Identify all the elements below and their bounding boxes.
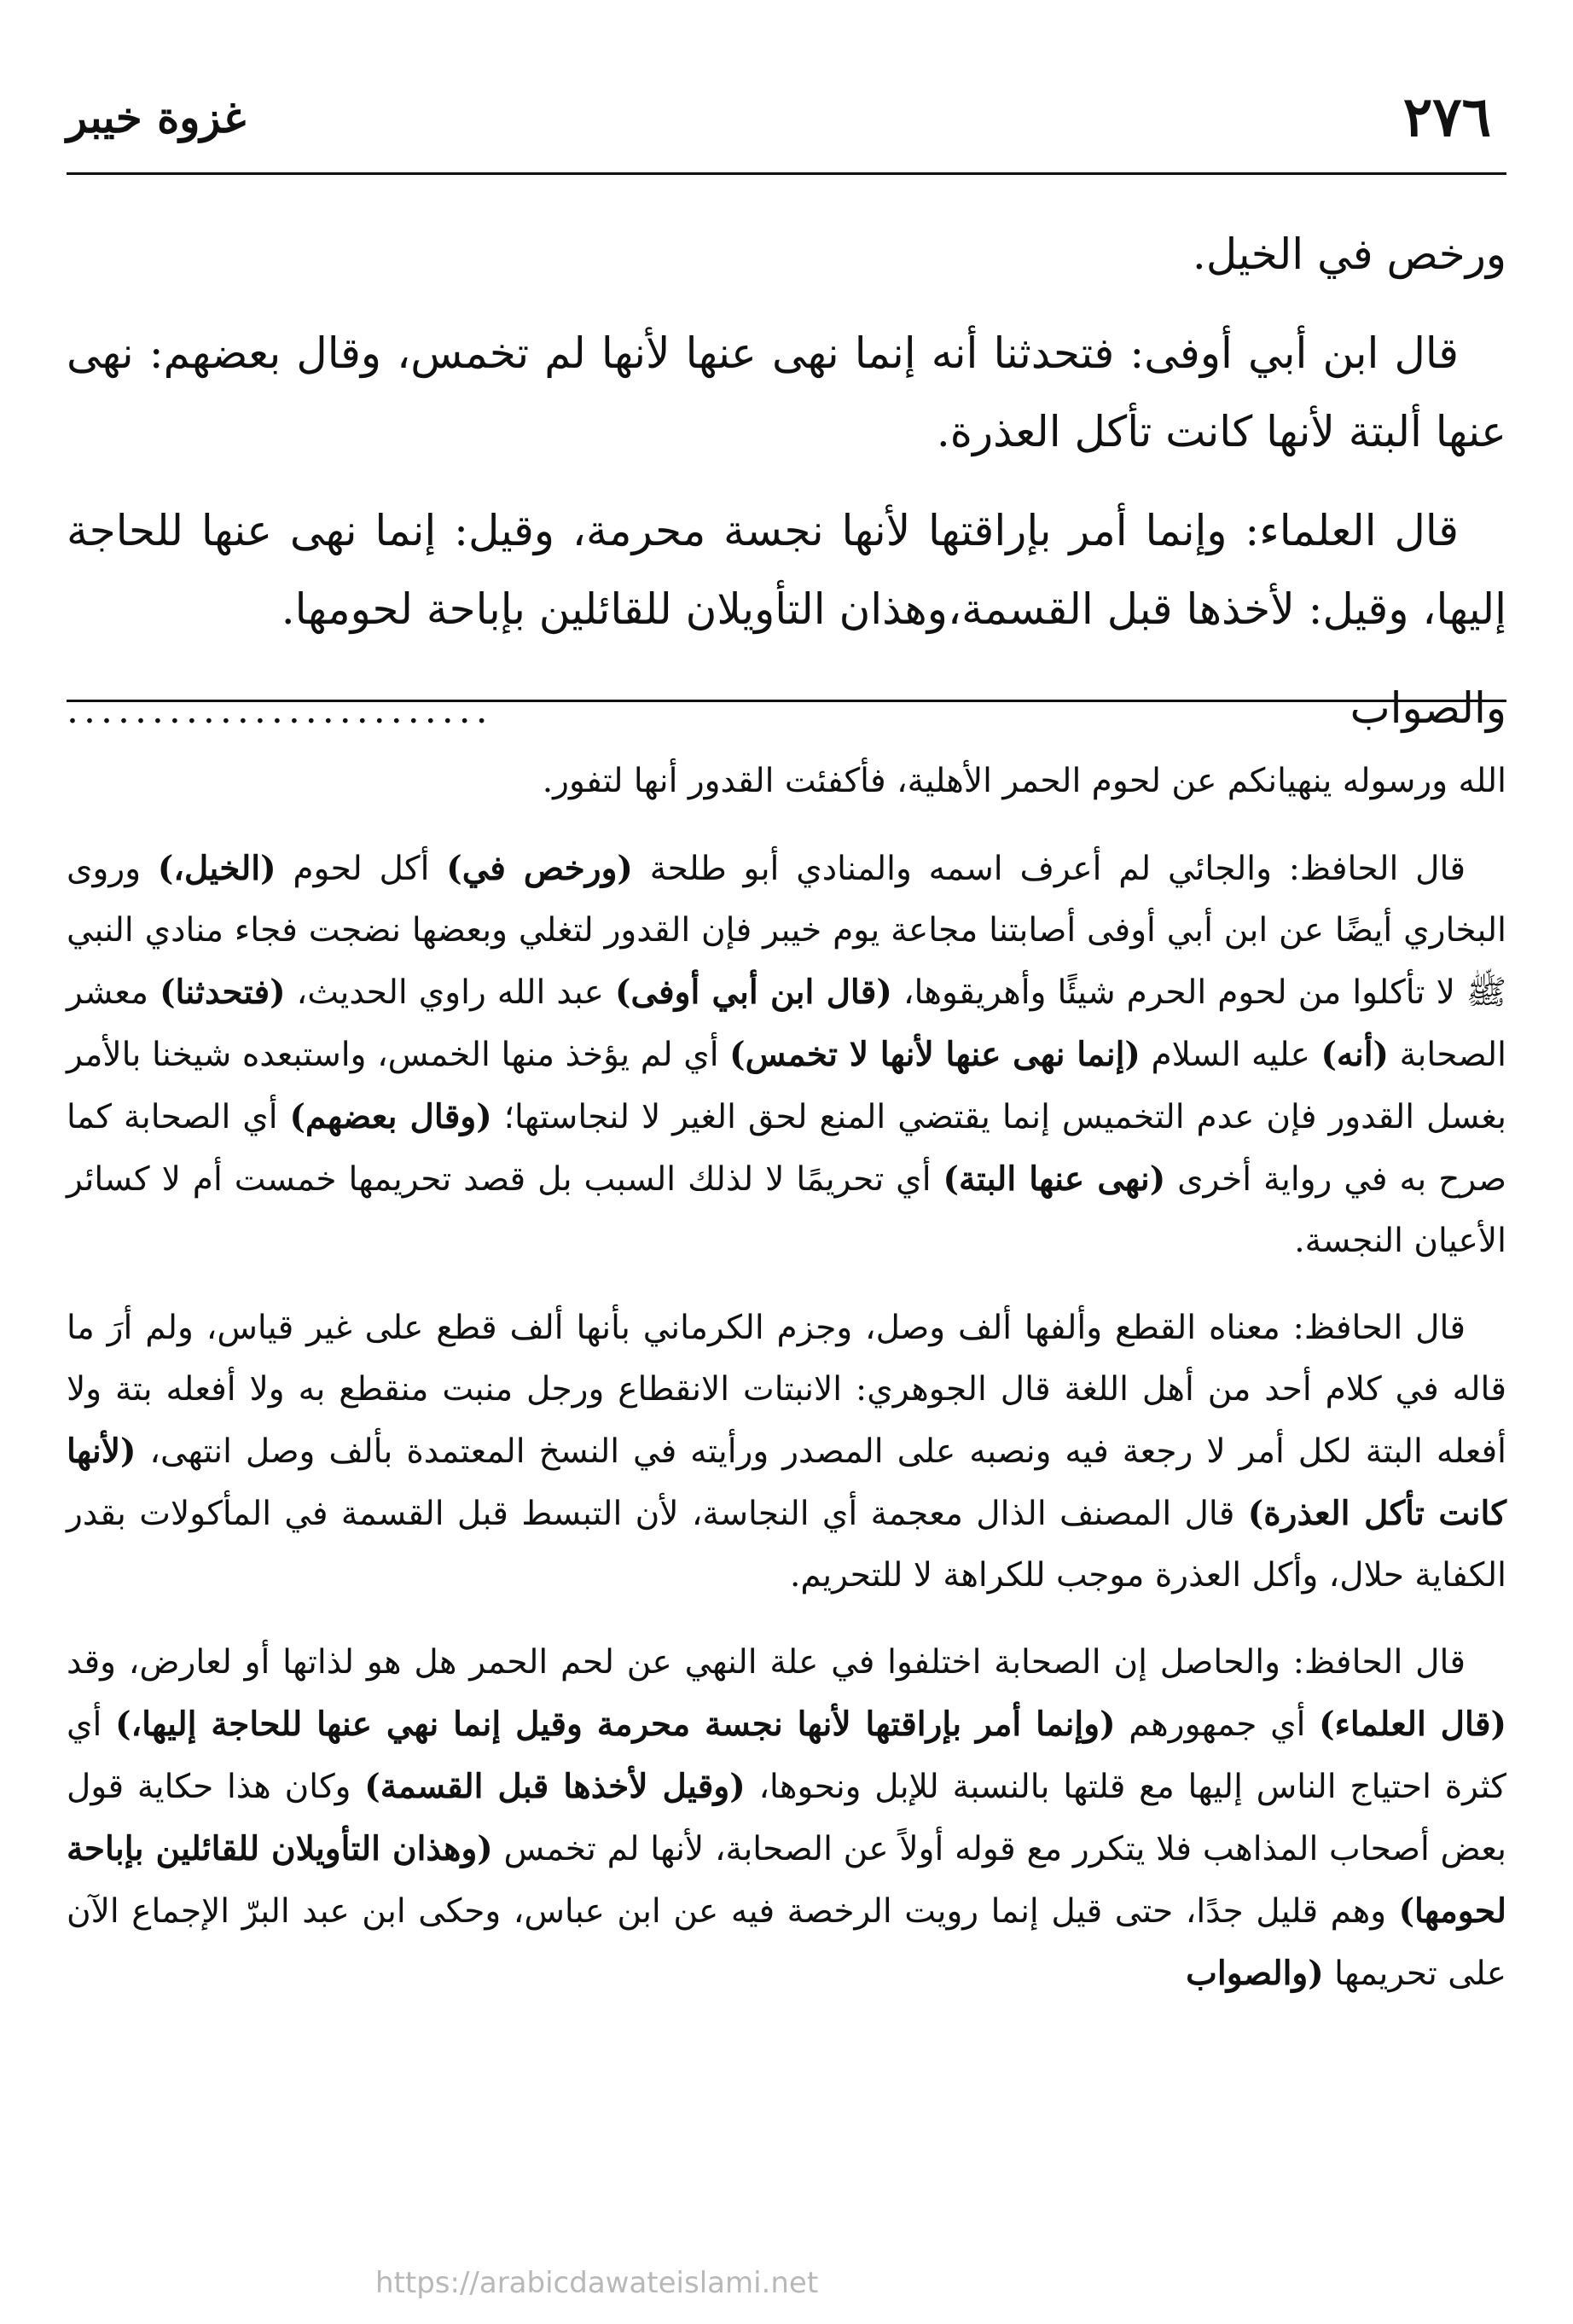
- commentary-text-run: قال الحافظ: معناه القطع وألفها ألف وصل، وجزم الكرماني بأنها ألف قطع على غير قياس، ولم أرَ ما قاله في كلام أحد من أهل اللغة قال الجوهري: الانبتات الانقطاع ورجل منبت منقطع به ولا أفعله بتة ولا أفعله البتة لكل أمر لا رجعة فيه ونصبه على المصدر ورأيته في النسخ المعتمدة بألف وصل انتهى،: [67, 1309, 1506, 1471]
- quoted-matn-phrase: (والصواب: [1186, 1954, 1324, 1993]
- commentary-text-run: أي كثرة احتياج الناس إليها مع قلتها بالنسبة للإبل ونحوها،: [67, 1705, 1506, 1806]
- commentary-text-run: أي الصحابة كما صرح به في رواية أخرى: [67, 1098, 1507, 1199]
- quoted-matn-phrase: (قال العلماء): [1319, 1705, 1506, 1744]
- commentary-text-run: قال الحافظ: والحاصل إن الصحابة اختلفوا في علة النهي عن لحم الحمر هل هو لذاتها أو لعارض، وقد: [67, 1643, 1466, 1682]
- commentary-text-run: أي تحريمًا لا لذلك السبب بل قصد تحريمها خمست أم لا كسائر الأعيان النجسة.: [67, 1160, 1506, 1260]
- commentary-text-run: عبد الله راوي الحديث،: [285, 973, 616, 1012]
- commentary-text-run: أي جمهورهم: [1115, 1705, 1320, 1744]
- quoted-matn-phrase: (قال ابن أبي أوفى): [615, 973, 892, 1012]
- quoted-matn-phrase: (الخيل،): [157, 849, 276, 888]
- commentary-text-run: معشر الصحابة: [67, 973, 1506, 1074]
- main-text: [67, 215, 1506, 750]
- quoted-matn-phrase: (نهى عنها البتة): [943, 1159, 1166, 1199]
- commentary-text-run: أي لم يؤخذ منها الخمس، واستبعده شيخنا بالأمر بغسل القدور فإن عدم التخميس إنما يقتضي المنع لحق الغير لا لنجاستها؛: [67, 1036, 1506, 1136]
- section-divider: [67, 700, 1506, 702]
- page-header: [67, 78, 1506, 175]
- quoted-matn-phrase: (إنما نهى عنها لأنها لا تخمس): [729, 1035, 1141, 1074]
- commentary-text-run: أكل لحوم: [276, 850, 447, 888]
- commentary-paragraph-3: [67, 1298, 1506, 1606]
- commentary-paragraph-4: [67, 1632, 1506, 2005]
- commentary-text-run: وهم قليل جدًا، حتى قيل إنما رويت الرخصة فيه عن ابن عباس، وحكى ابن عبد البرّ الإجماع الآن على تحريمها: [67, 1892, 1506, 1993]
- commentary-paragraph-2: [67, 838, 1506, 1272]
- continuation-dots: .........................: [67, 688, 493, 732]
- quoted-matn-phrase: (وقال بعضهم): [289, 1097, 492, 1136]
- matn-continuation-line: [67, 669, 1506, 750]
- quoted-matn-phrase: (وهذان التأويلان للقائلين بإباحة لحومها): [67, 1829, 1506, 1931]
- commentary-paragraph-1: الله ورسوله ينهيانكم عن لحوم الحمر الأهلية، فأكفئت القدور أنها لتفور.: [542, 762, 1506, 800]
- quoted-matn-phrase: (لأنها كانت تأكل العذرة): [67, 1432, 1506, 1533]
- matn-paragraph-1: ورخص في الخيل.: [1192, 229, 1506, 279]
- quoted-matn-phrase: (أنه): [1321, 1035, 1389, 1074]
- commentary-text: [67, 751, 1506, 2031]
- page-number: ٢٧٦: [1402, 85, 1491, 149]
- matn-paragraph-3: قال العلماء: وإنما أمر بإراقتها لأنها نجسة محرمة، وقيل: إنما نهى عنها للحاجة إليها، وقيل: لأخذها قبل القسمة،وهذان التأويلان للقائلين بإباحة لحومها.: [67, 506, 1506, 634]
- quoted-matn-phrase: (وقيل لأخذها قبل القسمة): [364, 1767, 746, 1806]
- commentary-text-run: وكان هذا حكاية قول بعض أصحاب المذاهب فلا يتكرر مع قوله أولاً عن الصحابة، لأنها لم تخمس: [67, 1768, 1506, 1868]
- quoted-matn-phrase: (فتحدثنا): [160, 973, 286, 1012]
- commentary-text-run: وروى البخاري أيضًا عن ابن أبي أوفى أصابتنا مجاعة يوم خيبر فإن القدور لتغلي وبعضها نضجت فجاء منادي النبي ﷺ لا تأكلوا من لحوم الحرم شيئًا وأهريقوها،: [67, 850, 1506, 1012]
- commentary-text-run: قال الحافظ: والجائي لم أعرف اسمه والمنادي أبو طلحة: [632, 850, 1466, 888]
- matn-paragraph-2: قال ابن أبي أوفى: فتحدثنا أنه إنما نهى عنها لأنها لم تخمس، وقال بعضهم: نهى عنها ألبتة لأنها كانت تأكل العذرة.: [67, 328, 1506, 456]
- quoted-matn-phrase: (وإنما أمر بإراقتها لأنها نجسة محرمة وقيل إنما نهي عنها للحاجة إليها،): [115, 1705, 1116, 1744]
- watermark-url: https://arabicdawateislami.net: [375, 2266, 819, 2300]
- quoted-matn-phrase: (ورخص في): [446, 849, 633, 888]
- commentary-text-run: عليه السلام: [1140, 1036, 1321, 1074]
- matn-continuation-word: والصواب: [1350, 683, 1506, 733]
- running-title: غزوة خيبر: [67, 92, 247, 142]
- commentary-text-run: قال المصنف الذال معجمة أي النجاسة، لأن التبسط قبل القسمة في المأكولات بقدر الكفاية حلال، وأكل العذرة موجب للكراهة لا للتحريم.: [67, 1495, 1506, 1595]
